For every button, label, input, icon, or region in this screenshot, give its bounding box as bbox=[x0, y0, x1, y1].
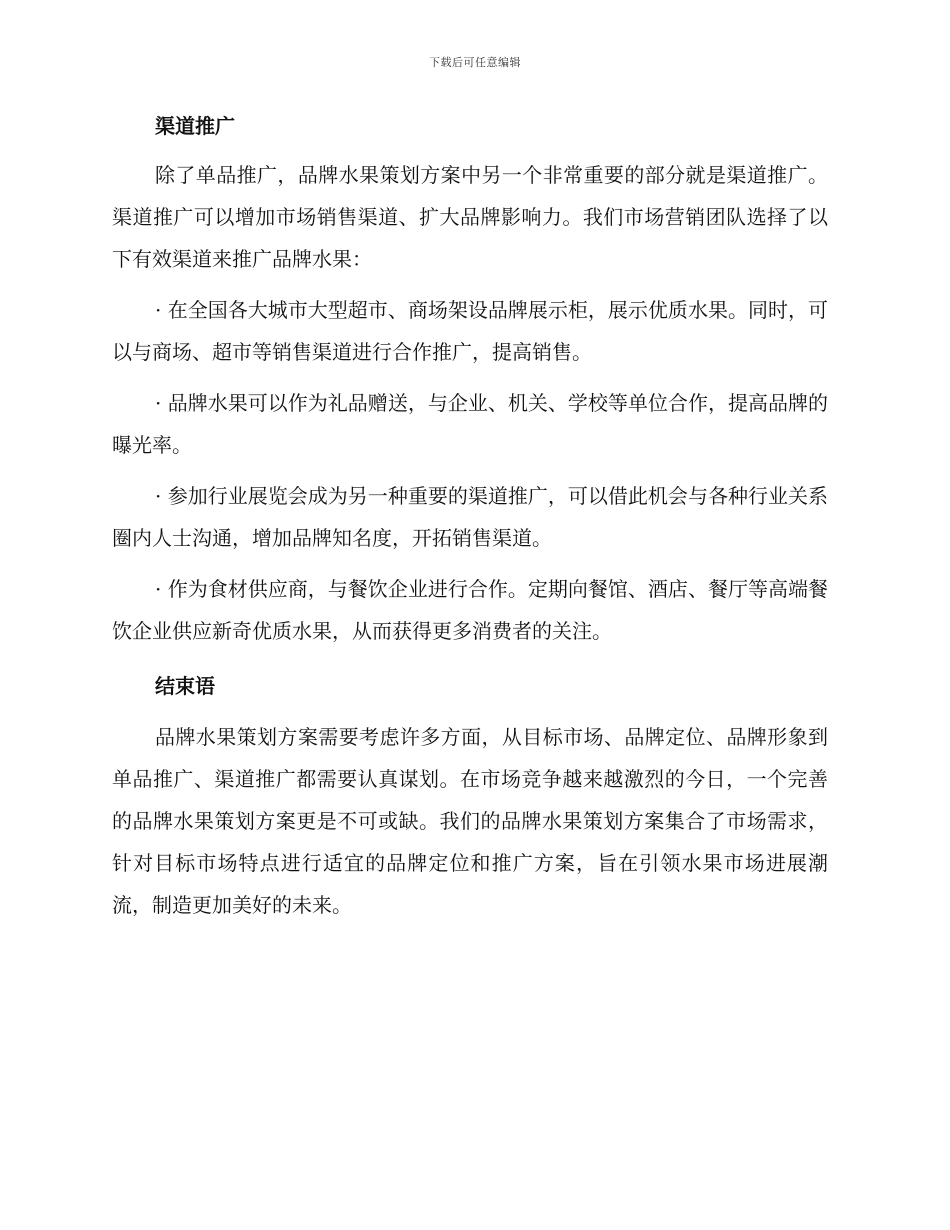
bullet-catering-supply: · 作为食材供应商，与餐饮企业进行合作。定期向餐馆、酒店、餐厅等高端餐饮企业供应新奇优质水果，从而获得更多消费者的关注。 bbox=[112, 577, 828, 643]
paragraph-channel-intro: 除了单品推广，品牌水果策划方案中另一个非常重要的部分就是渠道推广。渠道推广可以增加市场销售渠道、扩大品牌影响力。我们市场营销团队选择了以下有效渠道来推广品牌水果： bbox=[112, 163, 828, 271]
paragraph-conclusion: 品牌水果策划方案需要考虑许多方面，从目标市场、品牌定位、品牌形象到单品推广、渠道推广都需要认真谋划。在市场竞争越来越激烈的今日，一个完善的品牌水果策划方案更是不可或缺。我们的品牌水果策划方案集合了市场需求，针对目标市场特点进行适宜的品牌定位和推广方案，旨在引领水果市场进展潮流，制造更加美好的未来。 bbox=[112, 725, 828, 917]
document-body bbox=[112, 106, 828, 926]
bullet-gift-cooperation: · 品牌水果可以作为礼品赠送，与企业、机关、学校等单位合作，提高品牌的曝光率。 bbox=[112, 391, 828, 457]
page-header: 下载后可任意编辑 bbox=[429, 56, 521, 69]
section-heading-conclusion: 结束语 bbox=[155, 674, 215, 698]
section-heading-channel-promotion: 渠道推广 bbox=[155, 114, 235, 138]
bullet-industry-exhibition: · 参加行业展览会成为另一种重要的渠道推广，可以借此机会与各种行业关系圈内人士沟通，增加品牌知名度，开拓销售渠道。 bbox=[112, 484, 828, 550]
bullet-supermarket-display: · 在全国各大城市大型超市、商场架设品牌展示柜，展示优质水果。同时，可以与商场、超市等销售渠道进行合作推广，提高销售。 bbox=[112, 298, 828, 364]
